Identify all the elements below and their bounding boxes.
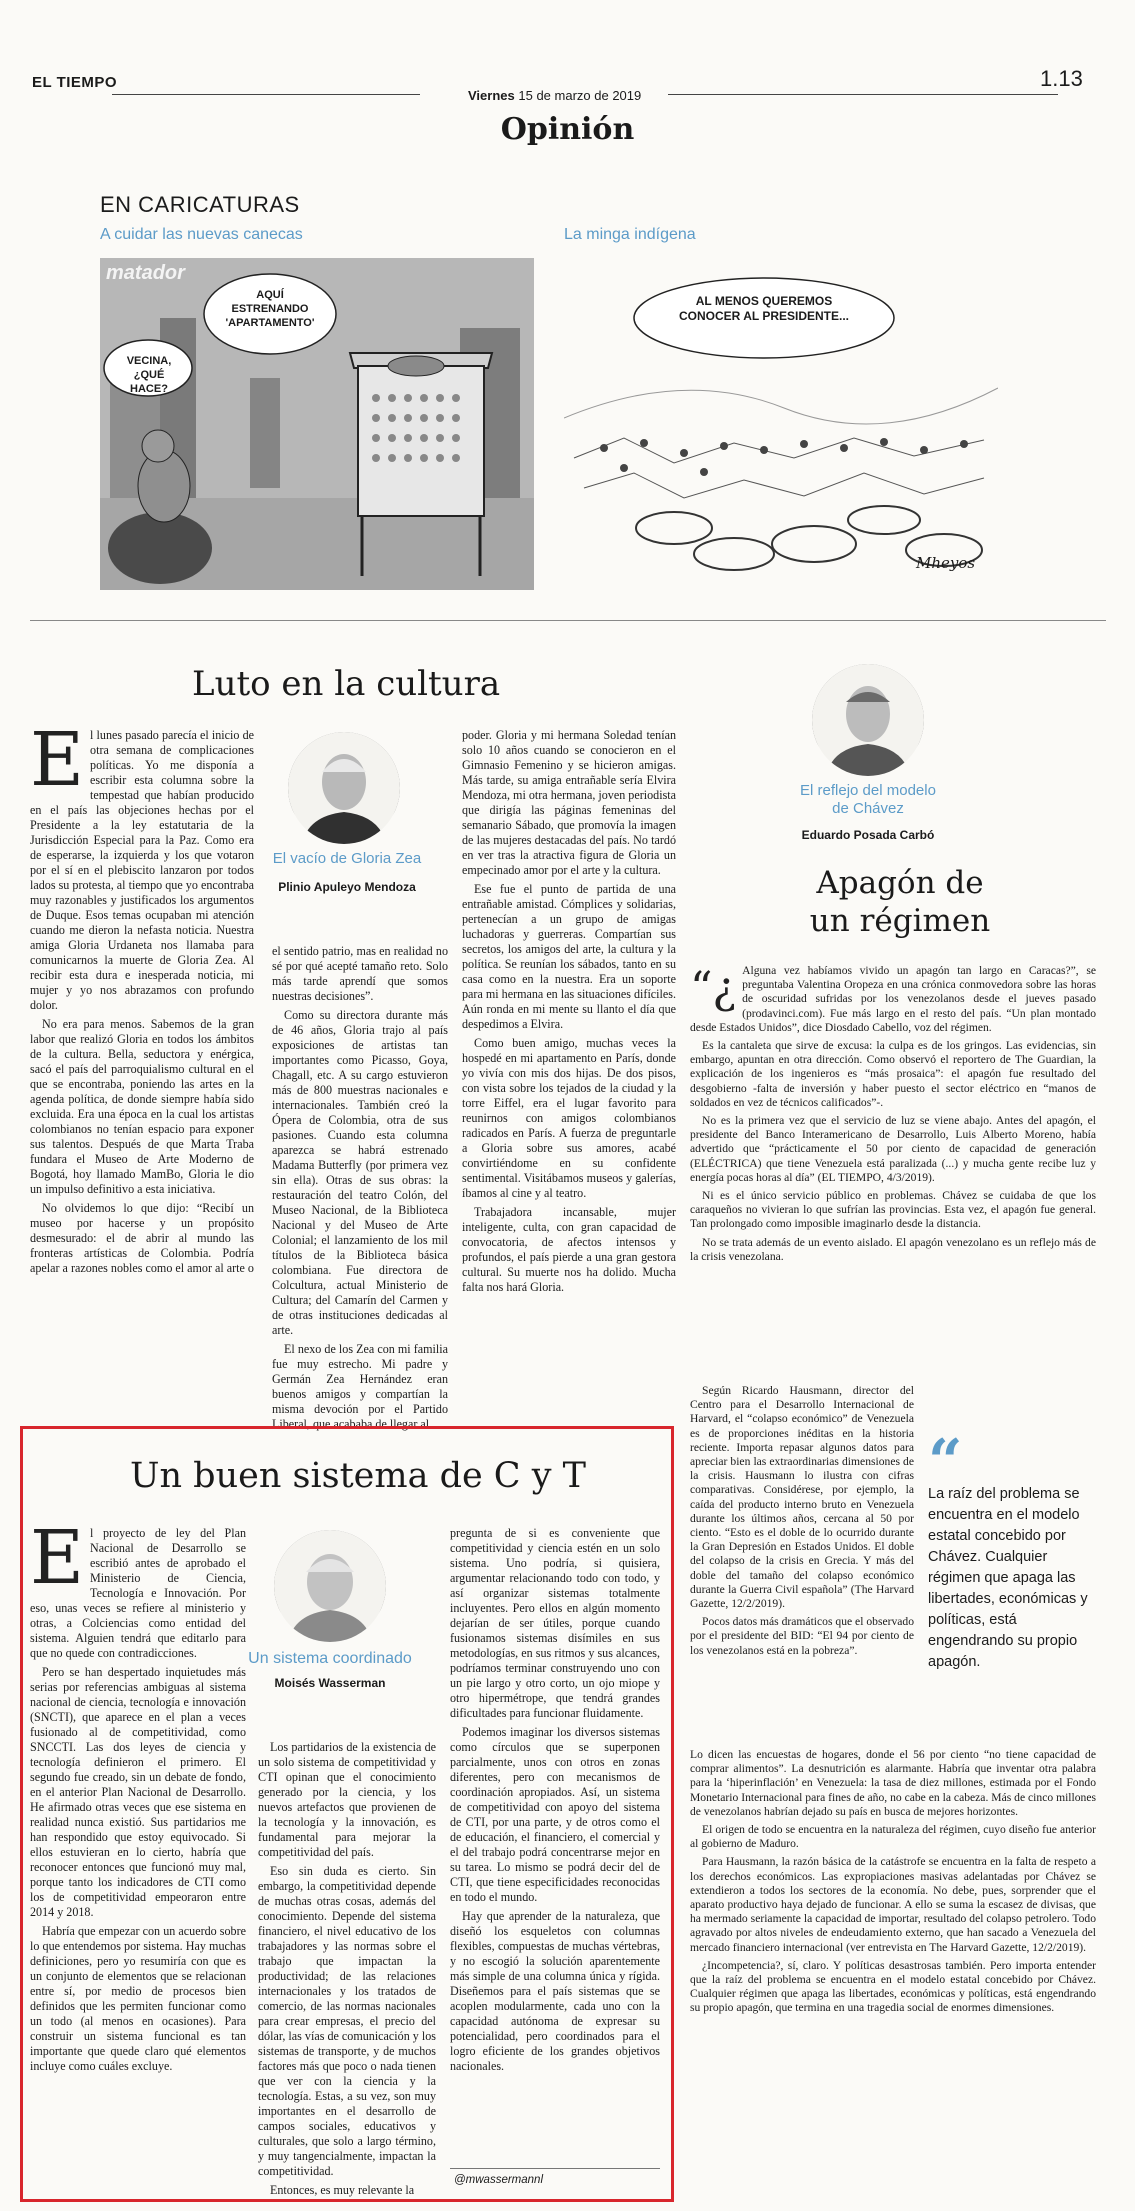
luto-headline: Luto en la cultura [192, 664, 501, 704]
luto-dropcap: E [30, 717, 85, 803]
cyt-c2-p2: Eso sin duda es cierto. Sin embargo, la competitividad depende de muchas otras cosas, además del conocimiento. Depende del sistema financiero, el nivel educativo de los trabajadores y las normas sobre el trabajo que impactan la productividad; de las relaciones internacionales y los tratados de comercio, de las normas nacionales para crear empresas, el precio del dólar, las vías de comunicación y los sistemas de transporte, y de muchos factores más que poco o nada tienen que ver con la ciencia y la tecnología. Estas, a su vez, son muy importantes en el desarrollo de campos sociales, educativos y culturales, que solo a largo término, y muy tangencialmente, impactan la competitividad. [258, 1864, 436, 2178]
luto-c1-p2: No era para menos. Sabemos de la gran labor que realizó Gloria en todos los ámbitos de la cultura. Bella, seductora y enérgica, sacó el país del parroquialismo cultural en el que se encontraba, poniendo las artes en la agenda política, de donde siempre había sido excluida. Era una época en la cual los artistas colombianos no tenían espacio para exponer sus talentos. Después de que Marta Traba fundara el Museo de Arte Moderno de Bogotá, hoy llamado MamBo, Gloria le dio un impulso definitivo a esta iniciativa. [30, 1017, 254, 1196]
cyt-dropcap: E [30, 1515, 85, 1601]
cartoon-left-bubble2: VECINA, ¿QUÉ HACE? [126, 355, 172, 395]
page-number: 1.13 [1040, 66, 1083, 91]
cyt-c3-p3: Hay que aprender de la naturaleza, que diseñó los esqueletos con columnas flexibles, compuestas de muchas vértebras, y no escogió la solución aparentemente más simple de una columna única y rígida. Diseñemos para el país sistemas que se acoplen modularmente, cada uno con la capacidad autónoma de expresar su potencialidad, pero coordinados para el logro eficiente de los grandes objetivos nacionales. [450, 1909, 660, 2073]
issue-date [468, 88, 641, 103]
apagon-b2: El origen de todo se encuentra en la naturaleza del régimen, cuyo diseño fue anterior al gobierno de Maduro. [690, 1823, 1096, 1851]
apagon-body-top [690, 964, 1096, 1268]
apagon-kicker: El reflejo del modelo de Chávez [800, 782, 936, 817]
luto-c3-p4: Trabajadora incansable, mujer inteligente, culta, con gran capacidad de convocatoria, de afectos intensos y profundos, el país pierde a una gran gestora cultural. Su muerte nos ha dolido. Mucha falta nos hará Gloria. [462, 1205, 676, 1294]
apagon-author-photo [812, 664, 924, 776]
luto-author-portrait [288, 732, 400, 844]
cyt-c2-p1: Los partidarios de la existencia de un solo sistema de competitividad y CTI opinan que el conocimiento generado por la ciencia, y los nuevos artefactos que provienen de la tecnología y la innovación, es fundamental para mejorar la competitividad del país. [258, 1740, 436, 1859]
masthead-rule-right [668, 94, 1058, 95]
luto-column-1 [30, 717, 254, 1280]
cartoon-right [564, 258, 998, 590]
cartoon-right-caption: La minga indígena [564, 226, 696, 243]
cyt-c1-p1: l proyecto de ley del Plan Nacional de Desarrollo se escribió antes de aprobado el Ministerio de Ciencia, Tecnología e Innovación. Por eso, unas veces se refiere al ministerio y otras, a Colciencias como entidad del sistema. Alguien tendrá que editarlo para que no quede con contradicciones. [30, 1526, 246, 1660]
cyt-author-portrait [274, 1530, 386, 1642]
luto-author: Plinio Apuleyo Mendoza [278, 880, 416, 894]
cyt-c1-p2: Pero se han despertado inquietudes más serias por referencias ambiguas al sistema nacional de ciencia, tecnología e innovación (SNCTI), que aparece en el plan a veces fusionado al de competitividad, como SNCCTI. Las dos leyes de ciencia y tecnología definieron el primero. El segundo fue creado, sin un debate de fondo, en el anterior Plan Nacional de Desarrollo. He afirmado otras veces que ese sistema en realidad nunca existió. Sus partidarios me han respondido que estoy equivocado. Si ellos estuvieran en lo cierto, habría que reconocer entonces que funcionó muy mal, porque tanto los indicadores de CTI como los de competitividad empeoraron entre 2014 y 2018. [30, 1665, 246, 1919]
apagon-p2: Es la cantaleta que sirve de excusa: la culpa es de los gringos. Las evidencias, sin embargo, apuntan en otra dirección. Como observó el reportero de The Guardian, la explicación de los ingenieros es “más prosaica”: el apagón fue resultado del desgobierno -falta de inversión y haber puesto el sector eléctrico en “manos de soldados en vez de técnicos calificados”-. [690, 1039, 1096, 1109]
issue-date-rest: 15 de marzo de 2019 [518, 88, 642, 103]
cyt-c3-p1: pregunta de si es conveniente que competitividad y ciencia estén en un solo sistema. Uno podría, si quisiera, argumentar relacionando todo con todo, y así organizar sistemas totalmente incluyentes. Pero ellos en algún momento dejarían de ser útiles, porque cuando fusionamos sistemas disímiles en sus metodologías, en sus ritmos y sus alcances, podríamos terminar construyendo uno con un pie largo y otro corto, un ojo miope y otro hipermétrope, que tendrá grandes dificultades para funcionar fluidamente. [450, 1526, 660, 1720]
cyt-column-2 [258, 1740, 436, 2202]
luto-c2-p3: El nexo de los Zea con mi familia fue muy estrecho. Mi padre y Germán Zea Hernández eran buenos amigos y compartían la misma devoción por el Partido Liberal, que acababa de llegar al [272, 1342, 448, 1431]
apagon-n2: Pocos datos más dramáticos que el observado por el presidente del BID: “El 94 por ciento de los venezolanos está en la pobreza”. [690, 1615, 914, 1657]
apagon-headline-line2: un régimen [809, 903, 991, 939]
apagon-author-portrait [812, 664, 924, 776]
cartoon-left-signature: matador [106, 262, 185, 284]
apagon-b4: ¿Incompetencia?, sí, claro. Y políticas desastrosas también. Pero importa entender que la raíz del problema se encuentra en el modelo estatal concebido por Chávez. Cualquier régimen que apaga las libertades, económicas y políticas, está engendrando su propio apagón, que termina en una tragedia social de enormes dimensiones. [690, 1958, 1096, 2015]
apagon-pull-quote [928, 1427, 1096, 1673]
apagon-author: Eduardo Posada Carbó [801, 828, 935, 842]
luto-c1-p3: No olvidemos lo que dijo: “Recibí un museo por hacerse y un propósito desmesurado: el de abrir al mundo las fronteras artísticas de Colombia. Podría apelar a razones nobles como el amor al arte o [30, 1201, 254, 1275]
apagon-headline [700, 864, 1100, 940]
cyt-kicker: Un sistema coordinado [248, 1650, 412, 1667]
issue-date-day: Viernes [468, 88, 515, 103]
cartoon-left-bubble1: AQUÍ ESTRENANDO 'APARTAMENTO' [225, 289, 315, 329]
luto-kicker: El vacío de Gloria Zea [272, 850, 422, 867]
cartoon-right-signature: Mheyos [916, 554, 976, 572]
cyt-column-1 [30, 1515, 246, 2078]
luto-column-3 [462, 728, 676, 1299]
cyt-c3-p2: Podemos imaginar los diversos sistemas como círculos que se superponen parcialmente, unos con otros en zonas diferentes, pero con mecanismos de coordinación apropiados. Así, un sistema de competitividad con apoyo del sistema de CTI, por una parte, y de otros como el de educación, el financiero, el comercial y el del trabajo podrá concentrarse mejor en su tarea. Lo mismo se podrá decir del de CTI, que tiene especificidades reconocidas en todo el mundo. [450, 1725, 660, 1904]
apagon-body-bottom [690, 1748, 1096, 2020]
apagon-p3: No es la primera vez que el servicio de luz se viene abajo. Antes del apagón, el presidente del Banco Interamericano de Desarrollo, Luis Alberto Moreno, había advertido que “prácticamente el 50 por ciento de capacidad de generación (ELÉCTRICA) que tiene Venezuela está paralizada (...) y mucha gente recibe luz y energía pocas horas al día” (EL TIEMPO, 4/3/2019). [690, 1114, 1096, 1184]
luto-author-photo [288, 732, 400, 844]
cyt-c2-p3: Entonces, es muy relevante la [270, 2183, 415, 2197]
apagon-p1: Alguna vez habíamos vivido un apagón tan largo en Caracas?”, se preguntaba Valentina Oropeza en una crónica conmovedora sobre las horas de oscuridad sufridas por los venezolanos desde el jueves pasado (prodavinci.com). Fue más largo en el resto del país. “Un plan montado desde Estados Unidos”, dice Diosdado Cabello, voz del régimen. [690, 964, 1096, 1034]
cartoon-right-bubble: AL MENOS QUEREMOS CONOCER AL PRESIDENTE... [678, 294, 850, 323]
luto-c3-p1: poder. Gloria y mi hermana Soledad tenían solo 10 años cuando se conocieron en el Gimnasio Femenino y se hicieron amigas. Más tarde, su amiga entrañable sería Elvira Mendoza, mi otra hermana, joven periodista que dirigía las páginas femeninas del semanario Sábado, que promovía la imagen de las mujeres destacadas del país. No tardó en ver tras la atractiva figura de Gloria un empecinado amor por el arte y la cultura. [462, 728, 676, 877]
luto-c2-p1: el sentido patrio, mas en realidad no sé por qué acepté tamaño reto. Solo más tarde aprendí que somos nuestras decisiones”. [272, 944, 448, 1003]
cyt-handle-rule [450, 2168, 660, 2169]
apagon-b1: Lo dicen las encuestas de hogares, donde el 56 por ciento “no tiene capacidad de comprar alimentos”. La desnutrición es alarmante. Habría que inventar otra palabra para la ‘hiperinflación’ en Venezuela: la tasa de diez millones, estimada por el Fondo Monetario Internacional para fines de año, no cabe en la cabeza. Más de cinco millones de venezolanos habrían dejado su país en busca de mejores horizontes. [690, 1748, 1096, 1818]
cartoons-section-title: EN CARICATURAS [100, 192, 300, 217]
luto-c3-p3: Como buen amigo, muchas veces la hospedé en mi apartamento en París, donde yo vivía con mis dos hijas. De dos pisos, con vista sobre los tejados de la ciudad y la torre Eiffel, era el lugar favorito para reunirnos con amigos colombianos radicados en París. A fuerza de preguntarle a Gloria sobre sus amores, acabé convirtiéndome en su confidente sentimental. Visitábamos museos y galerías, íbamos al cine y al teatro. [462, 1036, 676, 1200]
apagon-p5: No se trata además de un evento aislado. El apagón venezolano es un reflejo más de la crisis venezolana. [690, 1235, 1096, 1263]
cyt-author-handle[interactable]: @mwassermannl [454, 2174, 544, 2186]
apagon-n1: Según Ricardo Hausmann, director del Centro para el Desarrollo Internacional de Harvard, el “colapso económico” de Venezuela es de proporciones inéditas en la historia reciente. Importa repasar algunos datos para apreciar bien las extraordinarias dimensiones de la crisis. Hausmann lo ilustra con cifras comparativas. Considérese, por ejemplo, la caída del producto interno bruto en Venezuela durante los últimos años, cercana al 50 por ciento. “Esto es el doble de lo ocurrido durante la Gran Depresión en Estados Unidos. El doble del colapso de la crisis en Grecia. Y más del doble del tamaño del colapso económico durante la Guerra Civil española” (The Harvard Gazette, 12/2/2019). [690, 1384, 914, 1611]
pull-quote-mark: “ [928, 1427, 963, 1497]
cyt-headline: Un buen sistema de C y T [130, 1456, 586, 1496]
cartoons-bottom-rule [30, 620, 1106, 621]
luto-c2-p2: Como su directora durante más de 46 años, Gloria trajo al país exposiciones de artistas tan importantes como Picasso, Goya, Chagall, etc. A su cargo estuvieron más de 800 muestras nacionales e internacionales. También creó la Ópera de Colombia, otra de sus pasiones. Cuando esta columna aparezca se habrá estrenado Madama Butterfly (por primera vez sin ella). Otras de sus obras: la restauración del teatro Colón, del Museo Nacional, de la Biblioteca Nacional y del Museo de Arte Colonial; el lanzamiento de los mil títulos de la Biblioteca básica colombiana. Fue directora de Colcultura, actual Ministerio de Cultura; del Camarín del Carmen y de otras instituciones dedicadas al arte. [272, 1008, 448, 1337]
luto-column-2 [272, 944, 448, 1436]
cartoon-left-caption: A cuidar las nuevas canecas [100, 226, 303, 243]
cartoon-left [100, 258, 534, 590]
apagon-body-narrow [690, 1384, 914, 1662]
luto-c1-p1: l lunes pasado parecía el inicio de otra semana de complicaciones políticas. Yo me disponía a escribir esta columna sobre la tempestad que habían producido en el país las objeciones hechas por el Presidente a la ley estatutaria de la Jurisdicción Especial para la Paz. Como era de esperarse, la izquierda y los que votaron por el sí en el plebiscito lanzaron por todos lados su protesta, al tiempo que yo encontraba muy razonables y justificados los argumentos de Duque. Esos temas ocupaban mi atención cuando me dieron la nefasta noticia. Nuestra amiga Gloria Urdaneta nos llamaba para comunicarnos la muerte de Gloria Zea. Al recibir esta dura e inesperada noticia, mi mujer y yo nos abrazamos con profundo dolor. [30, 728, 254, 1012]
luto-c3-p2: Ese fue el punto de partida de una entrañable amistad. Cómplices y solidarias, pertenecían a un grupo de amigas luchadoras y guerreras. Compartían sus secretos, los amigos del arte, la cultura y la política. Se reunían los sábados, tanto en su casa como en la nuestra. Era un soporte para mi hermana en las situaciones difíciles. Aún ronda en mi mente su llanto el día que despedimos a Elvira. [462, 882, 676, 1031]
pull-quote-text: La raíz del problema se encuentra en el modelo estatal concebido por Chávez. Cualquier régimen que apaga las libertades, económicas y políticas, está engendrando su propio apagón. [928, 1486, 1088, 1670]
paper-name: EL TIEMPO [32, 74, 118, 91]
cyt-author: Moisés Wasserman [274, 1676, 386, 1690]
section-title: Opinión [500, 112, 635, 147]
masthead-rule-left [112, 94, 420, 95]
apagon-headline-line1: Apagón de [816, 865, 984, 901]
cyt-c1-p3: Habría que empezar con un acuerdo sobre lo que entendemos por sistema. Hay muchas definiciones, pero yo resumiría con que es un conjunto de elementos que se relacionan entre sí, por medio de procesos bien definidos que les permiten funcionar como un todo (al menos en ocasiones). Para construir un sistema funcional es tan importante que quede claro qué elementos incluye como cuáles excluye. [30, 1924, 246, 2073]
cyt-author-photo [274, 1530, 386, 1642]
apagon-open-quote: “¿ [690, 963, 737, 1014]
apagon-b3: Para Hausmann, la razón básica de la catástrofe se encuentra en la falta de respeto a los derechos económicos. Las expropiaciones masivas adelantadas por Chávez se extendieron a todos los sectores de la economía. No debe, pues, sorprender que el aparato productivo haya dejado de funcionar. A ello se suma la escasez de divisas, que ha mermado seriamente la capacidad de importar, resultado del colapso petrolero. Todo agravado por altos niveles de endeudamiento externo, que han sacado a Venezuela del mercado financiero internacional (ver entrevista en The Harvard Gazette, 12/2/2019). [690, 1855, 1096, 1954]
apagon-p4: Ni es el único servicio público en problemas. Chávez se cuidaba de que los caraqueños no vivieran lo que sufrían las provincias. Esta vez, el apagón fue general. Tan prolongado como imposible imaginarlo desde la distancia. [690, 1189, 1096, 1231]
cyt-column-3 [450, 1526, 660, 2078]
